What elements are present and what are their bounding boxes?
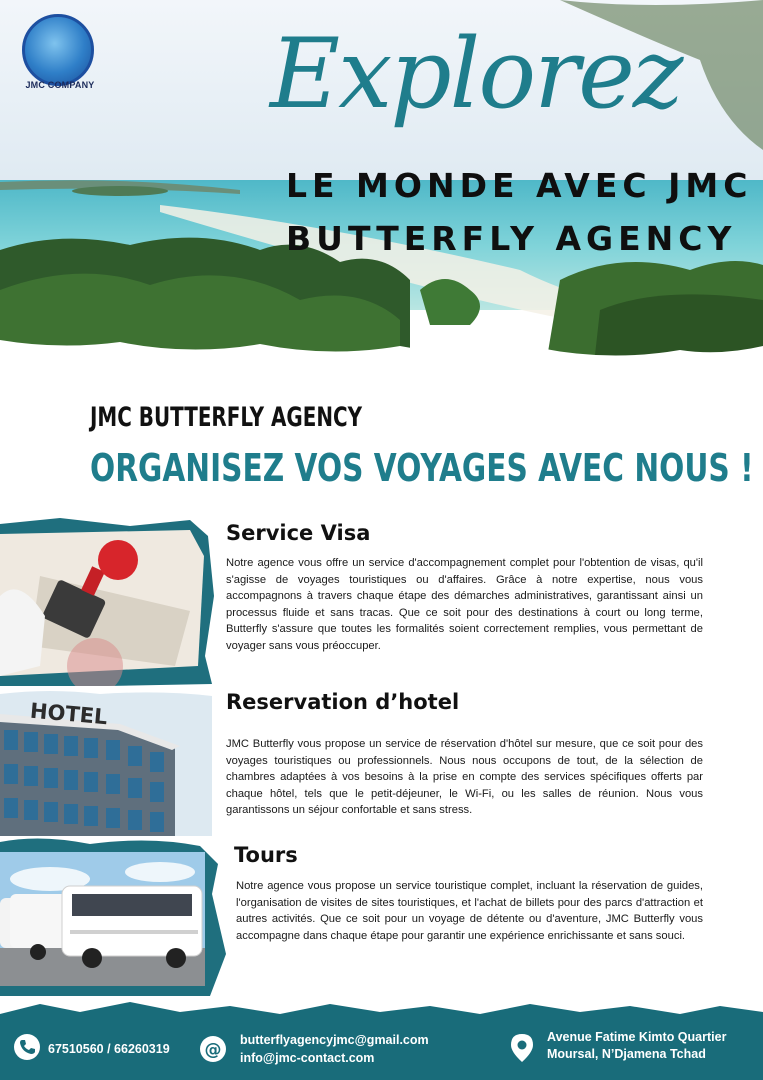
section-text-hotel: JMC Butterfly vous propose un service de réservation d'hôtel sur mesure, que ce soit pour des voyages touristiques ou professionnels. Nous nous occupons de tout, de la sélection de chambres adaptées à vos besoins à la prise en compte des services spécifiques offerts par chaque hôtel, tels que le petit-déjeuner, le Wi-Fi, ou les salles de réunion. Nous vous garantissons un séjour confortable et sans stress. xyxy=(226,738,703,817)
company-logo xyxy=(14,12,106,102)
tour-buses-photo xyxy=(0,834,226,996)
hero-line-1: LE MONDE AVEC JMC xyxy=(286,166,753,205)
hotel-building-photo xyxy=(0,686,212,836)
section-text-visa: Notre agence vous offre un service d'accompagnement complet pour l'obtention de visas, qu'il s'agisse de voyages touristiques ou d'affaires. Grâce à notre expertise, nous vous accompagnons à travers chaque étape des démarches administratives, garantissant ainsi un processus fluide et sans tracas. Que ce soit pour des destinations à court ou long terme, Butterfly s'assure que toutes les formalités soient correctement remplies, vous permettant de voyager sans vous préoccuper. xyxy=(226,557,703,652)
svg-text:@: @ xyxy=(204,1040,222,1060)
section-title-tours: Tours xyxy=(234,843,298,867)
main-headline: ORGANISEZ VOS VOYAGES AVEC NOUS ! xyxy=(90,446,754,490)
hero-line-2: BUTTERFLY AGENCY xyxy=(286,219,737,258)
globe-icon xyxy=(22,14,94,86)
visa-stamp-photo xyxy=(0,516,215,688)
email-secondary[interactable]: info@jmc-contact.com xyxy=(240,1051,375,1065)
contact-footer xyxy=(0,1000,763,1080)
address-line-1: Avenue Fatime Kimto Quartier xyxy=(547,1030,727,1044)
section-text-tours: Notre agence vous propose un service touristique complet, incluant la réservation de guides, l'organisation de visites de sites touristiques, et l'achat de billets pour des parcs d'attraction et autres activités. Que ce soit pour un voyage de détente ou d'aventure, JMC Butterfly vous accompagne dans chaque étape pour garantir une expérience enrichissante et sans souci. xyxy=(236,880,703,942)
phone-numbers[interactable]: 67510560 / 66260319 xyxy=(48,1042,170,1056)
hotel-sign: HOTEL xyxy=(29,698,109,730)
location-pin-icon xyxy=(509,1033,535,1063)
agency-name-heading: JMC BUTTERFLY AGENCY xyxy=(90,402,363,433)
email-primary[interactable]: butterflyagencyjmc@gmail.com xyxy=(240,1033,429,1047)
phone-icon xyxy=(14,1034,40,1060)
at-icon xyxy=(200,1036,226,1062)
logo-name: JMC COMPANY xyxy=(25,80,95,90)
section-title-hotel: Reservation d’hotel xyxy=(226,690,460,714)
address-line-2: Moursal, N’Djamena Tchad xyxy=(547,1047,706,1061)
hero-script-title: Explorez xyxy=(270,18,682,130)
section-title-visa: Service Visa xyxy=(226,521,371,545)
hero-banner xyxy=(0,0,763,400)
